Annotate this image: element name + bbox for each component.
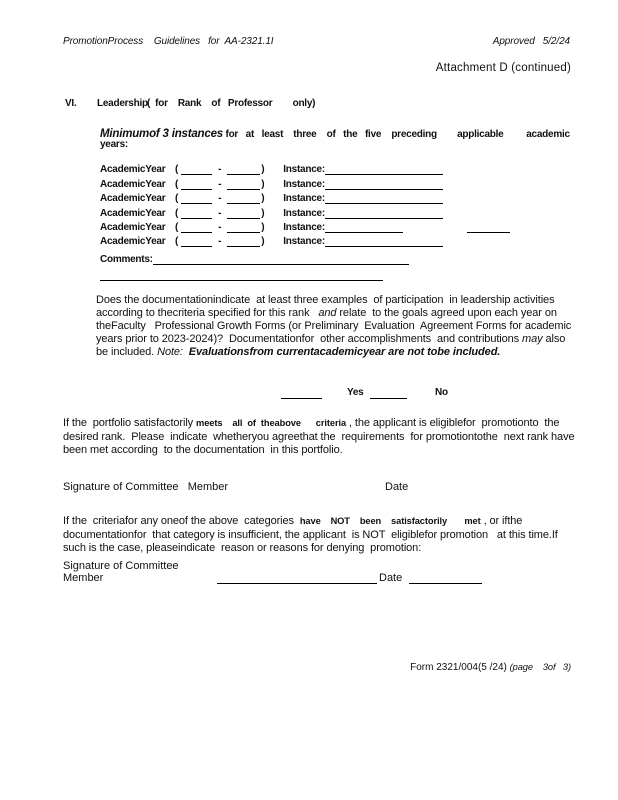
date-blank — [409, 572, 482, 584]
header-approved-date: Approved 5/2/24 — [492, 36, 570, 47]
instance-label: Instance: — [283, 207, 325, 219]
date-label: Date — [385, 481, 409, 493]
academic-year-label: AcademicYear — [100, 193, 166, 205]
question-text: also be included. — [96, 333, 572, 359]
year-start-blank — [181, 221, 212, 233]
instance-label: Instance: — [283, 164, 325, 176]
section-subtitle: ( for Rank of Professor only) — [147, 98, 316, 109]
close-paren: ) — [261, 207, 265, 219]
instance-blank — [325, 207, 443, 219]
academic-year-row — [100, 190, 540, 204]
minimum-years-label: years: — [100, 139, 128, 150]
year-start-blank — [181, 192, 212, 204]
year-range-dash: - — [218, 164, 222, 176]
page-number: (page 3of 3) — [509, 662, 571, 672]
academic-year-table — [100, 161, 540, 247]
academic-year-row — [100, 219, 540, 233]
instance-blank — [325, 235, 443, 247]
section-heading — [65, 98, 315, 109]
eligibility-narrow-text: meets all of theabove criteria — [196, 418, 347, 428]
instance-label: Instance: — [283, 178, 325, 190]
open-paren: ( — [175, 178, 179, 190]
signature-row-2 — [63, 560, 482, 584]
header-title: PromotionProcess Guidelines for AA-2321.1I — [63, 36, 274, 47]
year-range-dash: - — [218, 207, 222, 219]
eligibility-text: , the applicant is eligiblefor promotionto the desired rank. Please indicate whetheryou agreethat the requirements for promotiontothe next rank have been met according to the documentation in this portfolio. — [63, 417, 578, 457]
signature-label: Signature of Committee Member — [63, 560, 188, 584]
date-label: Date — [379, 572, 403, 584]
page-footer — [0, 662, 571, 673]
eligibility-text: If the portfolio satisfactorily — [63, 417, 197, 429]
question-bold-note: Evaluationsfrom currentacademicyear are not tobe included. — [182, 346, 501, 359]
question-italic-and: and — [318, 307, 337, 320]
instance-blank — [325, 192, 443, 204]
question-note-label: Note: — [157, 346, 183, 359]
year-range-dash: - — [218, 236, 222, 248]
year-range-dash: - — [218, 193, 222, 205]
close-paren: ) — [261, 221, 265, 233]
instance-label: Instance: — [283, 193, 325, 205]
open-paren: ( — [175, 164, 179, 176]
year-range-dash: - — [218, 178, 222, 190]
academic-year-row — [100, 204, 540, 218]
form-number: Form 2321/004(5 /24) — [410, 662, 510, 673]
page-header — [63, 36, 570, 47]
comments-label: Comments: — [100, 254, 153, 265]
section-title: Leadership — [97, 98, 148, 109]
year-start-blank — [181, 178, 212, 190]
comments-row — [100, 252, 409, 265]
academic-year-label: AcademicYear — [100, 164, 166, 176]
year-start-blank — [181, 235, 212, 247]
year-end-blank — [227, 235, 260, 247]
section-number: VI. — [65, 98, 77, 109]
open-paren: ( — [175, 207, 179, 219]
comments-blank-line2 — [100, 280, 383, 281]
question-text: Does the documentationindicate at least three examples of participation in leadership activities according to thecriteria specified for this rank — [96, 294, 558, 320]
academic-year-row — [100, 175, 540, 189]
denial-paragraph — [63, 515, 578, 556]
year-end-blank — [227, 178, 260, 190]
instance-blank — [325, 178, 443, 190]
year-start-blank — [181, 207, 212, 219]
open-paren: ( — [175, 221, 179, 233]
year-end-blank — [227, 207, 260, 219]
denial-text: If the criteriafor any oneof the above categories — [63, 515, 300, 527]
academic-year-row — [100, 233, 540, 247]
instance-label: Instance: — [283, 236, 325, 248]
question-italic-may: may — [522, 333, 543, 346]
close-paren: ) — [261, 164, 265, 176]
yes-label: Yes — [347, 387, 364, 398]
instance-label: Instance: — [283, 221, 325, 233]
eligibility-paragraph — [63, 417, 578, 458]
signature-blank — [217, 572, 377, 584]
no-blank — [370, 386, 407, 399]
signature-label: Signature of Committee Member — [63, 481, 229, 493]
open-paren: ( — [175, 236, 179, 248]
year-end-blank — [227, 192, 260, 204]
instance-blank — [325, 221, 403, 233]
academic-year-label: AcademicYear — [100, 221, 166, 233]
comments-blank — [153, 253, 409, 265]
year-start-blank — [181, 163, 212, 175]
yes-no-row — [0, 386, 618, 402]
open-paren: ( — [175, 193, 179, 205]
extra-blank — [467, 221, 510, 233]
minimum-instances-rest: for at least three of the five preceding applicable academic — [222, 129, 570, 140]
academic-year-label: AcademicYear — [100, 207, 166, 219]
documentation-question — [96, 294, 579, 359]
no-label: No — [435, 387, 448, 398]
close-paren: ) — [261, 193, 265, 205]
instance-blank — [325, 163, 443, 175]
minimum-instances-line — [100, 124, 572, 142]
year-range-dash: - — [218, 221, 222, 233]
yes-blank — [281, 386, 322, 399]
signature-row-1 — [63, 481, 578, 495]
close-paren: ) — [261, 236, 265, 248]
question-text: relate to the goals agreed upon each year on theFaculty Professional Growth Forms (or Preliminary Evaluation Agreement Forms for academic years prior to 2023-2024)? Documentationfor other accomplishments and contributions — [96, 307, 578, 346]
close-paren: ) — [261, 178, 265, 190]
minimum-instances-bold: Minimumof 3 instances — [100, 128, 223, 140]
denial-narrow-text: have NOT been satisfactorily met — [299, 516, 481, 526]
attachment-label: Attachment D (continued) — [435, 62, 571, 74]
year-end-blank — [227, 163, 260, 175]
academic-year-label: AcademicYear — [100, 236, 166, 248]
denial-text: , or ifthe documentationfor that category is insufficient, the applicant is NOT eligiblefor promotion at this time.If such is the case, pleaseindicate reason or reasons for denying promotion: — [63, 515, 561, 555]
year-end-blank — [227, 221, 260, 233]
academic-year-label: AcademicYear — [100, 178, 166, 190]
academic-year-row — [100, 161, 540, 175]
